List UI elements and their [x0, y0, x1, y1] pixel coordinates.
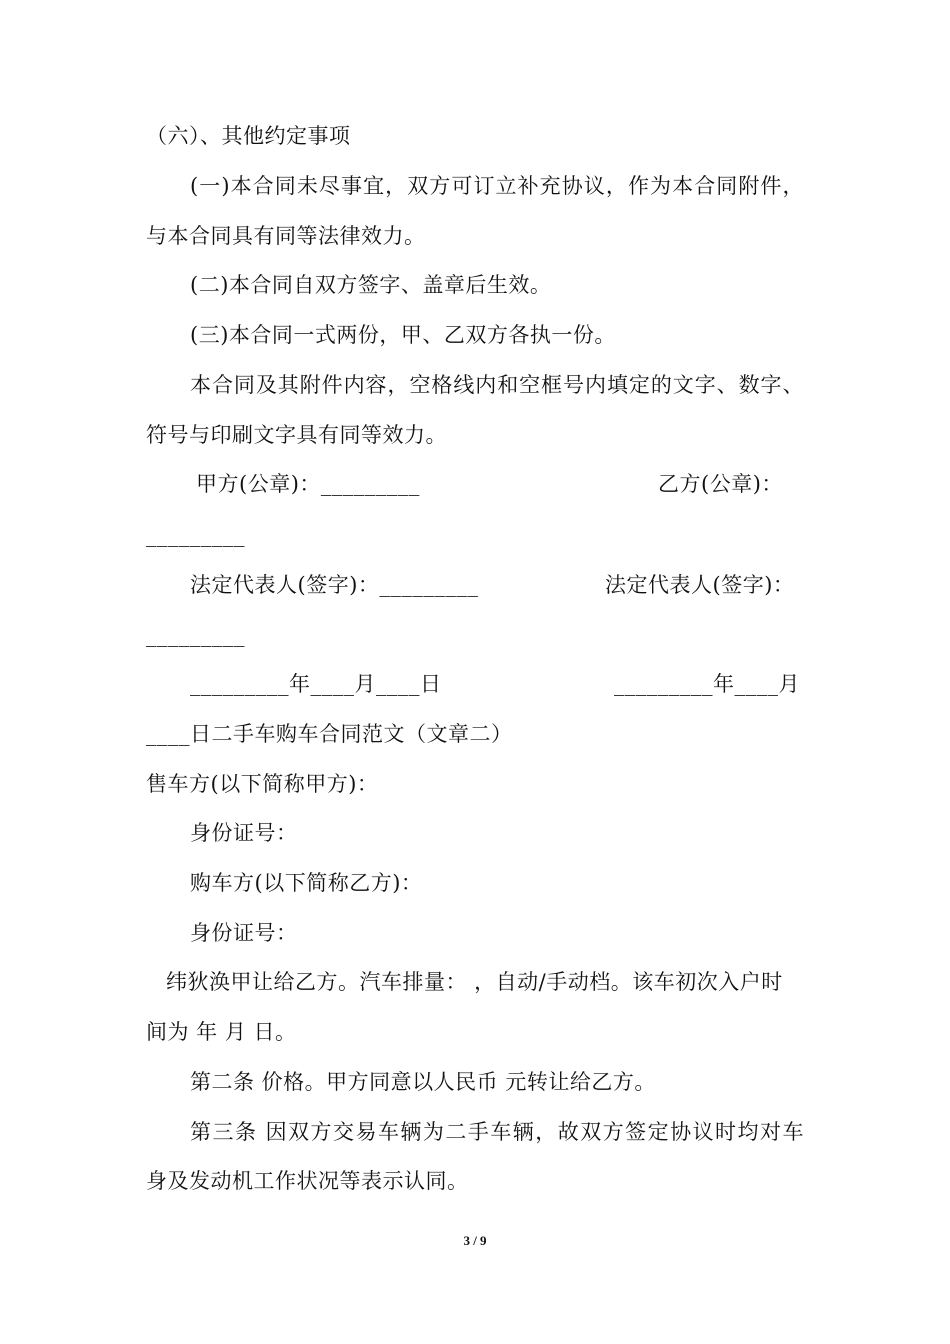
party-b-date-line: _________年____月 [614, 672, 800, 696]
buyer-line: 购车方(以下简称乙方)： [190, 871, 423, 895]
article-two-line: 第二条 价格。甲方同意以人民币 元转让给乙方。 [190, 1070, 656, 1094]
paragraph-line: (一)本合同未尽事宜，双方可订立补充协议，作为本合同附件， [190, 174, 804, 198]
signature-blank: _________ [146, 523, 245, 547]
party-b-seal-line: 乙方(公章)： [658, 472, 783, 496]
buyer-id-line: 身份证号： [190, 921, 298, 945]
paragraph-line: 身及发动机工作状况等表示认同。 [146, 1169, 469, 1193]
party-a-seal-line: 甲方(公章)：_________ [196, 472, 420, 496]
party-a-date-line: _________年____月____日 [190, 672, 442, 696]
paragraph-line: 与本合同具有同等法律效力。 [146, 224, 426, 248]
paragraph-line: (三)本合同一式两份，甲、乙双方各执一份。 [190, 323, 616, 347]
seller-line: 售车方(以下简称甲方)： [146, 772, 379, 796]
paragraph-line: 纬狄涣甲让给乙方。汽车排量： ，自动/手动档。该车初次入户时 [166, 970, 783, 994]
party-b-representative-line: 法定代表人(签字)： [605, 573, 795, 597]
seller-id-line: 身份证号： [190, 821, 298, 845]
article-three-line: 第三条 因双方交易车辆为二手车辆，故双方签定协议时均对车 [190, 1120, 804, 1144]
paragraph-line: (二)本合同自双方签字、盖章后生效。 [190, 273, 552, 297]
paragraph-line: 符号与印刷文字具有同等效力。 [146, 423, 447, 447]
party-a-representative-line: 法定代表人(签字)：_________ [190, 573, 479, 597]
article-title-line: ____日二手车购车合同范文（文章二） [146, 722, 513, 746]
section-heading: （六）、其他约定事项 [146, 124, 351, 148]
signature-blank: _________ [146, 623, 245, 647]
paragraph-line: 本合同及其附件内容，空格线内和空框号内填定的文字、数字、 [190, 373, 804, 397]
paragraph-line: 间为 年 月 日。 [146, 1020, 297, 1044]
page-number: 3 / 9 [463, 1233, 487, 1248]
